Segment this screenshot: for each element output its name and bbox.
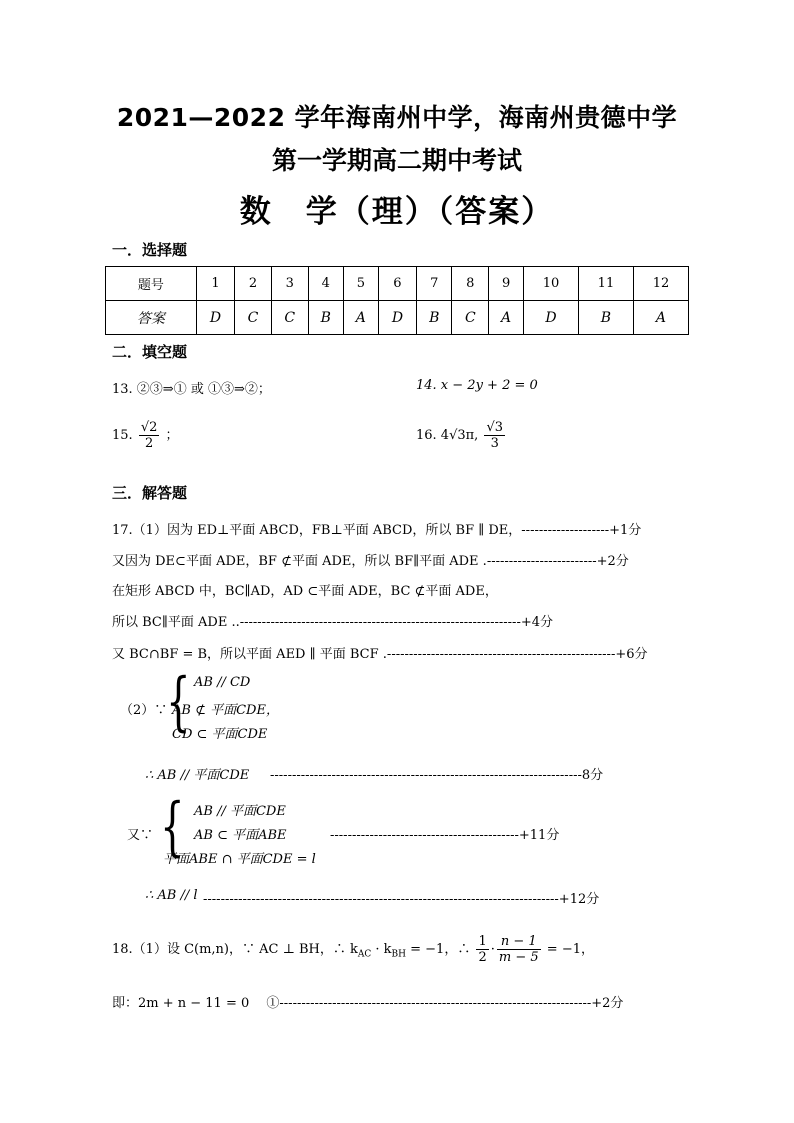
q18-line2-text: 即：2m + n − 11 = 0 ① — [112, 996, 280, 1011]
q15-tail: ； — [165, 428, 179, 443]
q18-fraction2-den: m − 5 — [498, 950, 539, 965]
section-choice-title: 一．选择题 — [112, 241, 188, 259]
q17-part4-conclusion: ∴ AB // l — [145, 888, 198, 903]
table-cell: D — [196, 301, 234, 335]
q17-part3-cond1: AB // 平面CDE — [194, 804, 286, 819]
table-cell: 10 — [524, 267, 579, 301]
table-cell: B — [308, 301, 343, 335]
q17-part3-brace: { — [160, 790, 185, 864]
exam-title-line2: 第一学期高二期中考试 — [271, 146, 522, 175]
exam-title-line1: 2021—2022 学年海南州中学，海南州贵德中学 — [116, 103, 678, 132]
q17-part2-brace: { — [166, 665, 191, 739]
q18-fraction2 — [497, 934, 541, 965]
q17-line4-score: .----------------------------------------------------------------+4分 — [235, 615, 553, 630]
table-cell: 5 — [343, 267, 378, 301]
q18-text-a: 18.（1）设 C(m,n)，∵ AC ⊥ BH，∴ k — [112, 942, 358, 957]
q18-fraction1-num: 1 — [478, 934, 487, 949]
table-cell: 答案 — [106, 301, 197, 335]
table-cell: 1 — [196, 267, 234, 301]
q16-numerator: √3 — [486, 420, 504, 435]
q18-sub-ac: AC — [357, 949, 372, 960]
q18-fraction1 — [476, 934, 488, 965]
answer-q13: 13. ②③⇒① 或 ①③⇒②； — [112, 382, 271, 397]
q16-fraction — [484, 420, 505, 451]
q17-part3-cond2: AB ⊂ 平面ABE — [194, 828, 287, 843]
table-cell: B — [417, 301, 452, 335]
q17-line5 — [112, 643, 648, 662]
table-cell: 4 — [308, 267, 343, 301]
q18-sub-bh: BH — [391, 949, 406, 960]
table-cell: 11 — [578, 267, 633, 301]
table-cell: D — [378, 301, 416, 335]
q17-part2-cond1: AB // CD — [194, 675, 251, 690]
q17-part3-label: 又∵ — [127, 828, 154, 843]
q17-part3-cond3: 平面ABE ∩ 平面CDE = l — [163, 852, 316, 867]
q18-text-f: = −1， — [542, 942, 594, 957]
answer-q15 — [112, 420, 179, 451]
q18-text-c: · k — [371, 942, 392, 957]
q15-denominator: 2 — [144, 436, 154, 451]
q18-line2 — [112, 992, 623, 1011]
q17-part2-cond3: CD ⊂ 平面CDE — [172, 727, 268, 742]
q17-part2-cond2: AB ⊄ 平面CDE， — [172, 703, 279, 718]
table-cell: 3 — [271, 267, 308, 301]
table-cell: C — [452, 301, 489, 335]
answer-q16 — [416, 420, 507, 451]
table-cell: 7 — [417, 267, 452, 301]
q17-line5-text: 又 BC∩BF = B，所以平面 AED ∥ 平面 BCF . — [112, 647, 387, 662]
table-cell: B — [578, 301, 633, 335]
answer-table — [105, 266, 689, 335]
table-cell: 9 — [489, 267, 524, 301]
q17-line2-score: -------------------------+2分 — [486, 554, 629, 569]
q17-line1-text: 17.（1）因为 ED⊥平面 ABCD，FB⊥平面 ABCD，所以 BF ∥ DE， — [112, 523, 522, 538]
q17-part2-conclusion: ∴ AB // 平面CDE — [145, 768, 250, 783]
q15-fraction — [139, 420, 160, 451]
section-fill-title: 二．填空题 — [112, 343, 188, 361]
table-cell: 6 — [378, 267, 416, 301]
table-cell: D — [524, 301, 579, 335]
q17-line2 — [112, 550, 629, 569]
q18-line2-score: -----------------------------------------------------------------------+2分 — [279, 996, 624, 1011]
table-cell: C — [271, 301, 308, 335]
exam-title-subject: 数 学（理）（答案） — [239, 194, 555, 230]
q17-line4 — [112, 611, 553, 630]
q18-line1: 18.（1）设 C(m,n)，∵ AC ⊥ BH，∴ $k_{AC} \cdot k_{BH} = -1$，∴ $\frac{1}{2}$ · $\frac{n - 1}{m - 5}$ = −1， — [112, 934, 594, 965]
table-cell: 题号 — [106, 267, 197, 301]
table-cell: A — [489, 301, 524, 335]
q17-line4-text: 所以 BC∥平面 ADE . — [112, 615, 236, 630]
q17-part2-score: -----------------------------------------------------------------------8分 — [270, 768, 604, 783]
q17-part2-label: （2）∵ — [120, 703, 168, 718]
section-solution-title: 三．解答题 — [112, 484, 188, 502]
q16-denominator: 3 — [490, 436, 499, 451]
answer-table-row-numbers — [106, 267, 689, 301]
table-cell: 8 — [452, 267, 489, 301]
q17-part3-score: -------------------------------------------+11分 — [330, 828, 560, 843]
q17-line3: 在矩形 ABCD 中，BC∥AD，AD ⊂平面 ADE，BC ⊄平面 ADE， — [112, 584, 498, 599]
table-cell: 2 — [235, 267, 272, 301]
table-cell: 12 — [633, 267, 688, 301]
answer-q14: 14. x − 2y + 2 = 0 — [416, 378, 538, 393]
q18-fraction2-num: n − 1 — [497, 934, 541, 950]
q17-line5-score: ----------------------------------------------------+6分 — [386, 647, 648, 662]
table-cell: C — [235, 301, 272, 335]
q17-line2-text: 又因为 DE⊂平面 ADE，BF ⊄平面 ADE，所以 BF∥平面 ADE . — [112, 554, 487, 569]
q17-part4-score: ---------------------------------------------------------------------------------+12分 — [203, 892, 600, 907]
answer-table-row-answers — [106, 301, 689, 335]
q17-line1-score: --------------------+1分 — [521, 523, 642, 538]
table-cell: A — [343, 301, 378, 335]
table-cell: A — [633, 301, 688, 335]
q18-fraction1-den: 2 — [478, 950, 487, 965]
q17-line1 — [112, 519, 641, 538]
q18-text-e: = −1，∴ — [406, 942, 475, 957]
q15-label: 15. — [112, 428, 133, 443]
q15-numerator: √2 — [140, 420, 158, 435]
q16-label: 16. 4√3π, — [416, 428, 479, 443]
